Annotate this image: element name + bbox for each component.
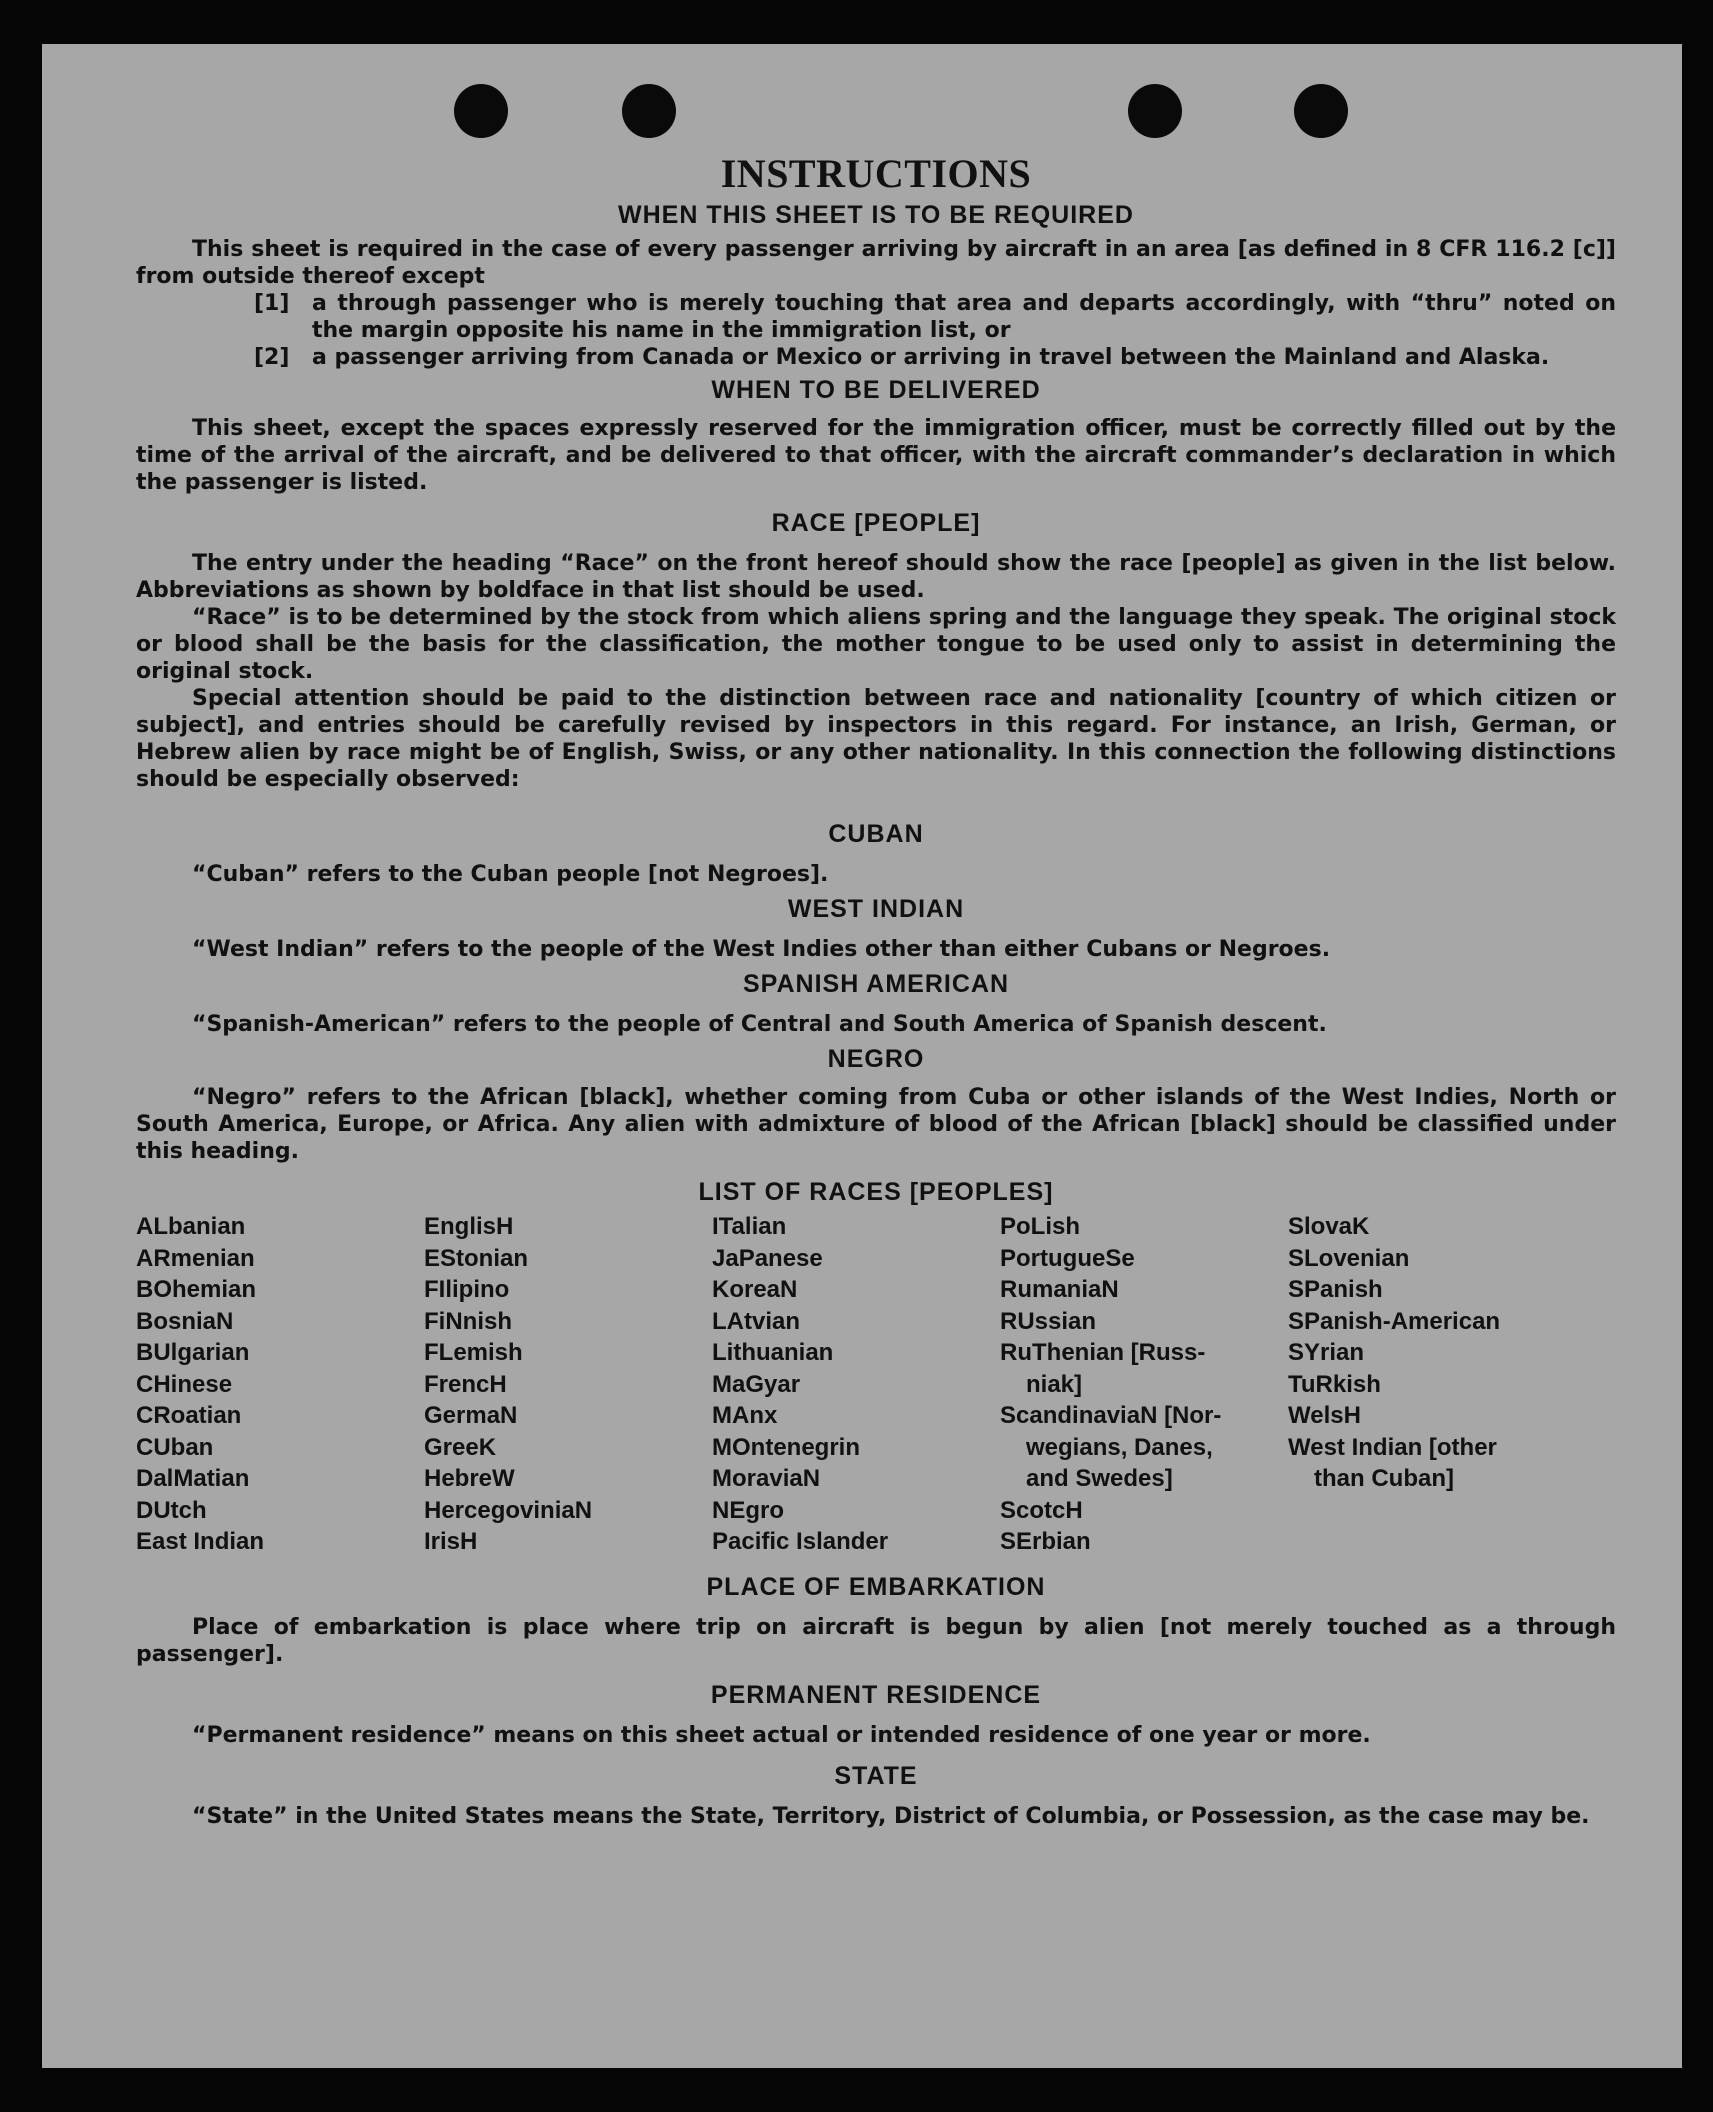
race-item: RumaniaN xyxy=(1000,1276,1119,1303)
race-item: MaGyar xyxy=(712,1370,801,1398)
item-number: [1] xyxy=(254,291,290,316)
race-list-table xyxy=(136,1211,1616,1558)
section-embarkation xyxy=(136,1572,1616,1668)
when-required-intro: This sheet is required in the case of every passenger arriving by aircraft in an area [as defined in 8 CFR 116.2 [c]] from outside thereof except xyxy=(136,237,1616,289)
race-item: SPanish-American xyxy=(1288,1307,1501,1335)
race-item: WelsH xyxy=(1288,1402,1361,1429)
section-west-indian xyxy=(136,894,1616,963)
race-item: SLovenian xyxy=(1288,1244,1410,1272)
race-item: GreeK xyxy=(424,1433,497,1461)
race-item: ALbanian xyxy=(136,1213,246,1240)
negro-text: “Negro” refers to the African [black], whether coming from Cuba or other islands of the West Indies, North or South America, Europe, or Africa. Any alien with admixture of blood of the African [black] should be classified under this heading. xyxy=(136,1085,1616,1164)
west-indian-text: “West Indian” refers to the people of the West Indies other than either Cubans or Negroes. xyxy=(192,937,1331,962)
heading-when-required: WHEN THIS SHEET IS TO BE REQUIRED xyxy=(618,201,1134,229)
heading-state: STATE xyxy=(834,1761,918,1790)
race-item: BUlgarian xyxy=(136,1339,250,1366)
race-item-continuation: and Swedes] xyxy=(1026,1465,1173,1492)
heading-negro: NEGRO xyxy=(827,1045,925,1073)
section-state xyxy=(136,1761,1616,1830)
race-list-column-1 xyxy=(136,1211,424,1558)
heading-embarkation: PLACE OF EMBARKATION xyxy=(706,1572,1046,1601)
race-item-continuation: than Cuban] xyxy=(1314,1465,1454,1492)
race-paragraph-2: “Race” is to be determined by the stock from which aliens spring and the language they speak. The original stock or blood shall be the basis for the classification, the mother tongue to be used only to assist in determining the original stock. xyxy=(136,605,1616,684)
residence-text: “Permanent residence” means on this sheet actual or intended residence of one year or more. xyxy=(192,1722,1371,1748)
document-sheet xyxy=(42,44,1682,2068)
race-list-column-3 xyxy=(712,1211,1000,1558)
when-delivered-text: This sheet, except the spaces expressly reserved for the immigration officer, must be correctly filled out by the time of the arrival of the aircraft, and be delivered to that officer, with the aircraft commander’s declaration in which the passenger is listed. xyxy=(136,416,1616,495)
race-item: FrencH xyxy=(424,1370,507,1398)
race-item: CRoatian xyxy=(136,1402,242,1429)
race-list-column-2 xyxy=(424,1211,712,1558)
race-item: CUban xyxy=(136,1433,214,1461)
race-item: EnglisH xyxy=(424,1213,514,1240)
race-item: SPanish xyxy=(1288,1276,1383,1303)
race-item: ScotcH xyxy=(1000,1496,1083,1524)
item-text: a passenger arriving from Canada or Mexico or arriving in travel between the Mainland and Alaska. xyxy=(312,345,1550,370)
section-race xyxy=(136,508,1616,793)
section-spanish-american xyxy=(136,969,1616,1038)
punch-hole-4 xyxy=(1294,84,1348,138)
race-item: LAtvian xyxy=(712,1307,801,1335)
race-item: ITalian xyxy=(712,1213,787,1240)
when-required-item-2 xyxy=(136,344,1616,371)
race-item: NEgro xyxy=(712,1496,784,1524)
race-item: SErbian xyxy=(1000,1528,1091,1555)
race-item: FiNnish xyxy=(424,1307,512,1335)
race-item: ARmenian xyxy=(136,1244,255,1272)
race-item: HebreW xyxy=(424,1465,515,1492)
race-item: Pacific Islander xyxy=(712,1528,889,1555)
race-item: GermaN xyxy=(424,1402,518,1429)
race-item: East Indian xyxy=(136,1528,265,1555)
race-item: FIlipino xyxy=(424,1276,510,1303)
spanish-american-text: “Spanish-American” refers to the people of Central and South America of Spanish descent. xyxy=(192,1012,1327,1037)
when-required-item-1 xyxy=(136,290,1616,344)
race-item: PortugueSe xyxy=(1000,1244,1135,1272)
race-item: West Indian [other xyxy=(1288,1433,1497,1461)
race-item: KoreaN xyxy=(712,1276,798,1303)
item-text: a through passenger who is merely touching that area and departs accordingly, with “thru” noted on the margin opposite his name in the immigration list, or xyxy=(312,291,1616,343)
punch-hole-2 xyxy=(622,84,676,138)
race-item: RUssian xyxy=(1000,1307,1097,1335)
heading-race: RACE [PEOPLE] xyxy=(771,509,981,537)
state-text: “State” in the United States means the State, Territory, District of Columbia, or Possession, as the case may be. xyxy=(192,1803,1590,1829)
race-item: MAnx xyxy=(712,1402,778,1429)
race-item: DalMatian xyxy=(136,1465,250,1492)
section-negro xyxy=(136,1044,1616,1165)
race-item: IrisH xyxy=(424,1528,478,1555)
race-item: SYrian xyxy=(1288,1339,1365,1366)
cuban-text: “Cuban” refers to the Cuban people [not Negroes]. xyxy=(192,862,829,887)
heading-west-indian: WEST INDIAN xyxy=(787,895,965,923)
race-item: BosniaN xyxy=(136,1307,234,1335)
heading-race-list: LIST OF RACES [PEOPLES] xyxy=(698,1178,1054,1206)
heading-residence: PERMANENT RESIDENCE xyxy=(710,1680,1042,1709)
race-item: SlovaK xyxy=(1288,1213,1370,1240)
race-list-column-5 xyxy=(1288,1211,1576,1558)
section-race-list xyxy=(136,1177,1616,1558)
race-item: EStonian xyxy=(424,1244,529,1272)
race-item: JaPanese xyxy=(712,1244,823,1272)
heading-when-delivered: WHEN TO BE DELIVERED xyxy=(711,376,1041,404)
race-item: RuThenian [Russ- xyxy=(1000,1339,1206,1366)
race-item: FLemish xyxy=(424,1339,523,1366)
race-item: MoraviaN xyxy=(712,1465,821,1492)
instructions-content xyxy=(136,150,1616,1830)
section-residence xyxy=(136,1680,1616,1749)
section-when-required xyxy=(136,200,1616,371)
race-item-continuation: wegians, Danes, xyxy=(1026,1433,1213,1461)
item-number: [2] xyxy=(254,345,290,370)
race-paragraph-3: Special attention should be paid to the distinction between race and nationality [country of which citizen or subject], and entries should be carefully revised by inspectors in this regard. For instance, an Irish, German, or Hebrew alien by race might be of English, Swiss, or any other nationality. In this connection the following distinctions should be especially observed: xyxy=(136,686,1616,792)
race-item-continuation: niak] xyxy=(1026,1370,1083,1398)
race-item: MOntenegrin xyxy=(712,1433,860,1461)
page-title: INSTRUCTIONS xyxy=(720,151,1032,196)
section-cuban xyxy=(136,819,1616,888)
race-item: PoLish xyxy=(1000,1213,1081,1240)
race-item: CHinese xyxy=(136,1370,233,1398)
race-item: HercegoviniaN xyxy=(424,1496,593,1524)
race-item: ScandinaviaN [Nor- xyxy=(1000,1402,1222,1429)
punch-hole-1 xyxy=(454,84,508,138)
embarkation-text: Place of embarkation is place where trip on aircraft is begun by alien [not merely touched as a through passenger]. xyxy=(136,1614,1616,1667)
race-list-column-4 xyxy=(1000,1211,1288,1558)
race-paragraph-1: The entry under the heading “Race” on the front hereof should show the race [people] as given in the list below. Abbreviations as shown by boldface in that list should be used. xyxy=(136,551,1616,603)
heading-spanish-american: SPANISH AMERICAN xyxy=(742,970,1009,998)
race-item: TuRkish xyxy=(1288,1370,1381,1398)
race-item: DUtch xyxy=(136,1496,207,1524)
race-item: Lithuanian xyxy=(712,1339,834,1366)
section-when-delivered xyxy=(136,375,1616,496)
punch-hole-3 xyxy=(1128,84,1182,138)
heading-cuban: CUBAN xyxy=(828,820,924,848)
race-item: BOhemian xyxy=(136,1276,257,1303)
